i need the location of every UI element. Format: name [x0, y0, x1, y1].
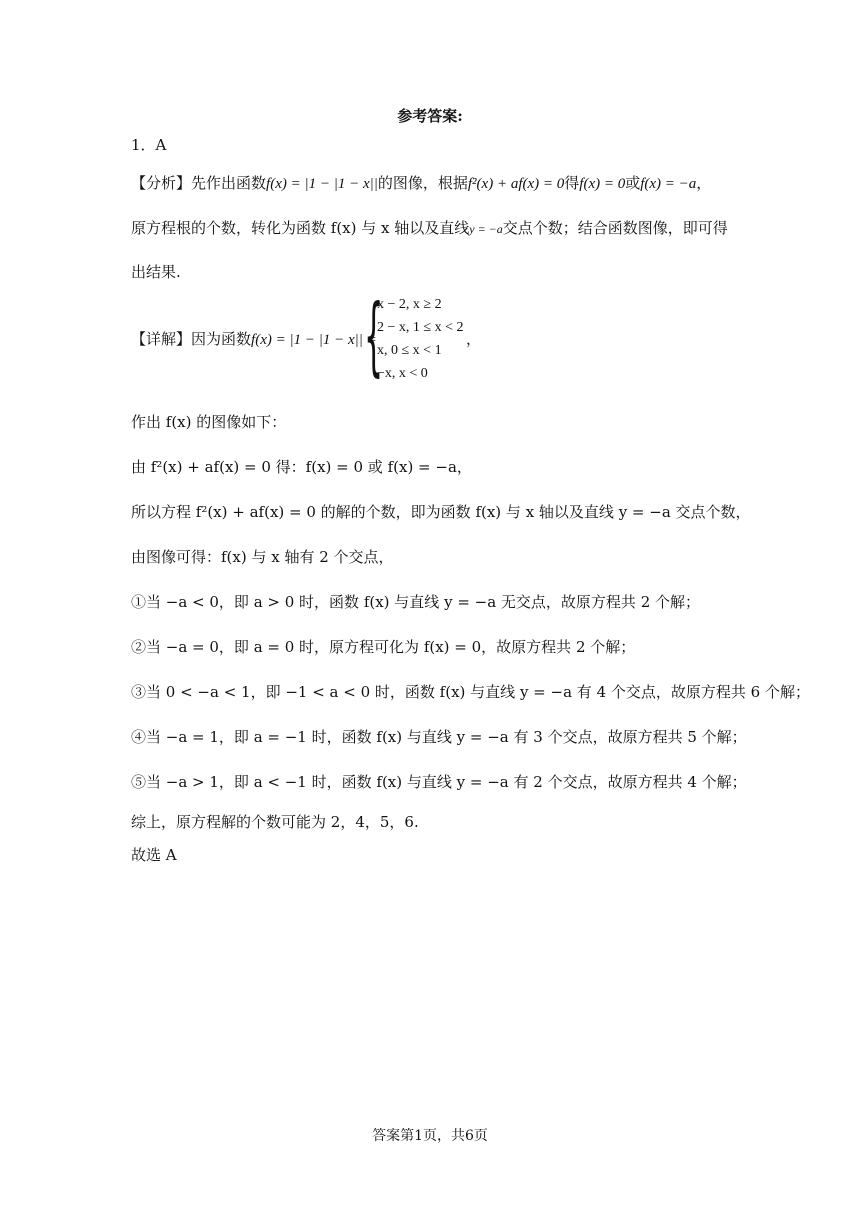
piecewise-brace: { [364, 286, 384, 386]
piecewise-case: −x, x < 0 [377, 366, 428, 381]
detail-line: 【详解】因为函数f(x) = |1 − |1 − x|| = [131, 330, 377, 348]
piecewise-case: x − 2, x ≥ 2 [377, 297, 442, 312]
body-line: 所以方程 f²(x) + af(x) = 0 的解的个数，即为函数 f(x) 与 x 轴以及直线 y = −a 交点个数， [131, 503, 751, 521]
analysis-line-1: 【分析】先作出函数f(x) = |1 − |1 − x||的图像，根据f²(x) + af(x) = 0得f(x) = 0或f(x) = −a， [131, 174, 712, 192]
function-definition: f(x) = |1 − |1 − x|| [266, 176, 378, 192]
detail-function: f(x) = |1 − |1 − x|| = [251, 332, 377, 348]
page-footer: 答案第1页，共6页 [372, 1128, 488, 1144]
equation: f²(x) + af(x) = 0 [467, 176, 565, 192]
conclusion-line: 综上，原方程解的个数可能为 2，4，5，6. [131, 813, 419, 831]
question-1-answer: 1．A [131, 136, 167, 154]
case-line: ②当 −a = 0，即 a = 0 时，原方程可化为 f(x) = 0，故原方程共 2 个解； [131, 638, 636, 656]
case-line: ⑤当 −a > 1，即 a < −1 时，函数 f(x) 与直线 y = −a 有 2 个交点，故原方程共 4 个解； [131, 773, 747, 791]
body-line: 由 f²(x) + af(x) = 0 得：f(x) = 0 或 f(x) = −a， [131, 458, 472, 476]
case-line: ④当 −a = 1，即 a = −1 时，函数 f(x) 与直线 y = −a 有 3 个交点，故原方程共 5 个解； [131, 728, 747, 746]
analysis-line-2: 原方程根的个数，转化为函数 f(x) 与 x 轴以及直线y = −a交点个数；结合函数图像，即可得 [131, 219, 728, 237]
case-line: ③当 0 < −a < 1，即 −1 < a < 0 时，函数 f(x) 与直线 y = −a 有 4 个交点，故原方程共 6 个解； [131, 683, 810, 701]
piecewise-case: 2 − x, 1 ≤ x < 2 [377, 320, 464, 335]
answer-page: 参考答案: 1．A 【分析】先作出函数f(x) = |1 − |1 − x||的图像，根据f²(x) + af(x) = 0得f(x) = 0或f(x) = −a， 原方程根的个数，转化为函数 f(x) 与 x 轴以及直线y = −a交点个数；结合函数图像，即可得 出结果. 【详解】因为函数f(x) = |1 − |1 − x|| = { x − 2, x ≥ 2 2 − x, 1 ≤ x < 2 x, 0 ≤ x < 1 −x, x < 0 ， 作出 f(x) 的图像如下： 由 f²(x) + af(x) = 0 得：f(x) = 0 或 f(x) = −a， 所以方程 f²(x) + af(x) = 0 的解的个数，即为函数 f(x) 与 x 轴以及直线 y = −a 交点个数， 由图像可得：f(x) 与 x 轴有 2 个交点， ①当 −a < 0，即 a > 0 时，函数 f(x) 与直线 y = −a 无交点，故原方程共 2 个解； ②当 −a = 0，即 a = 0 时，原方程可化为 f(x) = 0，故原方程共 2 个解； ③当 0 < −a < 1，即 −1 < a < 0 时，函数 f(x) 与直线 y = −a 有 4 个交点，故原方程共 6 个解； ④当 −a = 1，即 a = −1 时，函数 f(x) 与直线 y = −a 有 3 个交点，故原方程共 5 个解； ⑤当 −a > 1，即 a < −1 时，函数 f(x) 与直线 y = −a 有 2 个交点，故原方程共 4 个解； 综上，原方程解的个数可能为 2，4，5，6. 故选 A 答案第1页，共6页 [0, 0, 860, 1216]
final-choice: 故选 A [131, 846, 177, 864]
page-title: 参考答案: [397, 107, 463, 125]
piecewise-case: x, 0 ≤ x < 1 [377, 343, 442, 358]
analysis-line-3: 出结果. [131, 263, 181, 281]
analysis-tag: 【分析】 [131, 174, 192, 192]
body-line: 由图像可得：f(x) 与 x 轴有 2 个交点， [131, 548, 394, 566]
body-line: 作出 f(x) 的图像如下： [131, 413, 287, 431]
case-line: ①当 −a < 0，即 a > 0 时，函数 f(x) 与直线 y = −a 无交点，故原方程共 2 个解； [131, 593, 701, 611]
detail-tag: 【详解】 [131, 330, 192, 348]
